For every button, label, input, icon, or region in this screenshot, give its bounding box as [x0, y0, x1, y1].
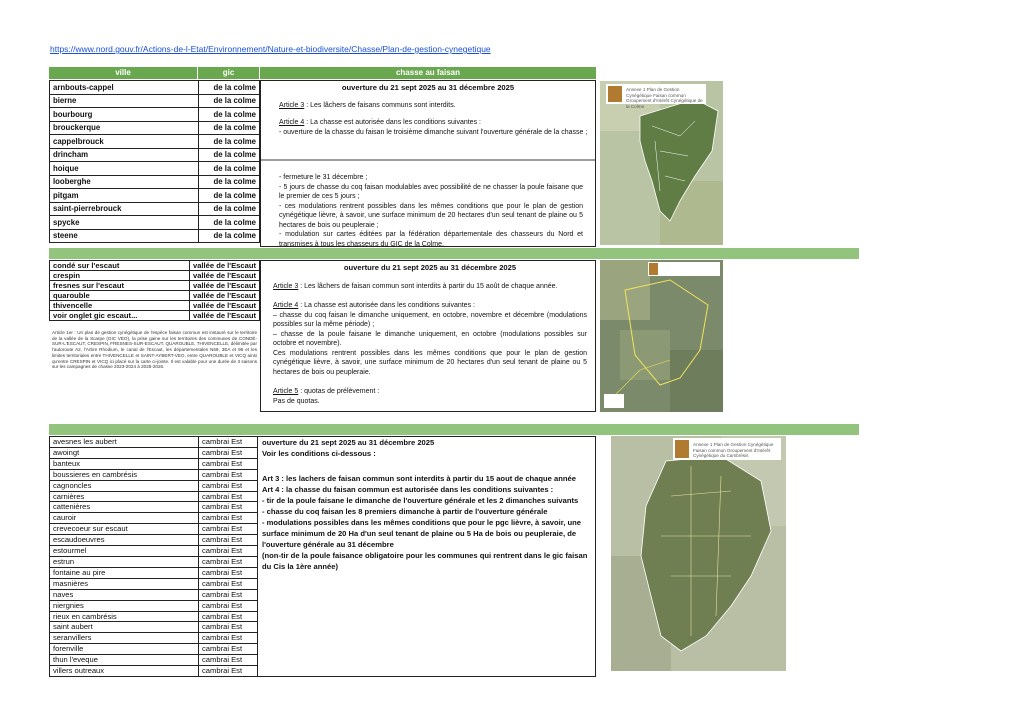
- table-row: [50, 611, 260, 622]
- table-row: [50, 644, 260, 655]
- escaut-condition-line: – chasse du coq faisan le dimanche uniquement, en octobre, novembre et décembre (modulations possibles sur la même période) ;: [273, 311, 587, 328]
- gic-cell: vallée de l'Escaut: [189, 271, 259, 281]
- gic-cell: de la colme: [199, 175, 260, 189]
- table-row: [50, 502, 260, 513]
- cambrai-condition-line: Art 4 : la chasse du faisan commun est autorisée dans les conditions suivantes :: [262, 485, 554, 494]
- table-row: [50, 458, 260, 469]
- cambrai-condition-line: - modulations possibles dans les mêmes conditions que pour le pgc lièvre, à savoir, une surface minimum de 20 Ha d'un seul tenant de plaine ou 5 Ha de bois ou peupleraie, de l'ouverture générale au 31 décembre: [262, 518, 582, 549]
- table-row: [50, 447, 260, 458]
- cambrai-condition-line: - tir de la poule faisane le dimanche de l'ouverture générale et les 2 dimanches suivants: [262, 496, 579, 505]
- ville-cell: estrun: [50, 556, 199, 567]
- ville-cell: crevecoeur sur escaut: [50, 524, 199, 535]
- ville-cell: bierne: [50, 94, 199, 108]
- escaut-art3-text: : Les lâchers de faisan commun sont interdits à partir du 15 août de chaque année.: [298, 282, 558, 290]
- table-row: [50, 480, 260, 491]
- header-gic: gic: [198, 67, 259, 79]
- gic-cell: cambrai Est: [199, 666, 260, 677]
- table-row: [50, 567, 260, 578]
- table-row: [50, 108, 260, 122]
- colme-map-caption: Annexe 1 Plan de Gestion Cynégétique Faisan commun Groupement d'Intérêt Cynégétique de la Colme: [626, 87, 703, 109]
- escaut-art3-label: Article 3: [273, 282, 299, 290]
- gic-cell: cambrai Est: [199, 502, 260, 513]
- gic-cell: cambrai Est: [199, 567, 260, 578]
- table-row: [50, 589, 260, 600]
- ville-cell: masnières: [50, 578, 199, 589]
- ville-cell: saint-pierrebrouck: [50, 202, 199, 216]
- table-row: [50, 271, 260, 281]
- separator-band-1: [49, 248, 859, 259]
- escaut-conditions-panel: [260, 260, 596, 412]
- gic-cell: cambrai Est: [199, 578, 260, 589]
- table-row: [50, 546, 260, 557]
- cambrai-condition-line: Art 3 : les lachers de faisan commun sont interdits à partir du 15 aout de chaque année: [262, 474, 576, 483]
- table-row: [50, 81, 260, 95]
- ville-cell: steene: [50, 229, 199, 243]
- gic-cell: vallée de l'Escaut: [189, 291, 259, 301]
- colme-condition-line: - fermeture le 31 décembre ;: [279, 174, 368, 181]
- escaut-art5-line: Pas de quotas.: [273, 397, 320, 405]
- gic-cell: de la colme: [199, 162, 260, 176]
- colme-conditions-panel: [260, 80, 596, 247]
- cambrai-map: [611, 436, 786, 671]
- ville-cell: banteux: [50, 458, 199, 469]
- gic-cell: de la colme: [199, 81, 260, 95]
- gic-cell: cambrai Est: [199, 589, 260, 600]
- gic-cell: de la colme: [199, 148, 260, 162]
- table-row: [50, 513, 260, 524]
- gic-cell: cambrai Est: [199, 469, 260, 480]
- cambrai-sub: Voir les conditions ci-dessous :: [262, 449, 376, 458]
- gic-cell: cambrai Est: [199, 622, 260, 633]
- gic-cell: cambrai Est: [199, 633, 260, 644]
- escaut-art4-label: Article 4: [273, 302, 299, 309]
- ville-cell: cauroir: [50, 513, 199, 524]
- source-link[interactable]: https://www.nord.gouv.fr/Actions-de-l-Etat/Environnement/Nature-et-biodiversite/Chasse/Plan-de-gestion-cynegetique: [50, 44, 491, 54]
- ville-cell: estourmel: [50, 546, 199, 557]
- table-row: [50, 175, 260, 189]
- ville-cell: avesnes les aubert: [50, 437, 199, 448]
- cambrai-conditions-panel: [257, 436, 596, 677]
- colme-art4-line: - ouverture de la chasse du faisan le troisième dimanche suivant l'ouverture générale de la chasse ;: [279, 128, 588, 136]
- gic-cell: vallée de l'Escaut: [189, 301, 259, 311]
- gic-cell: de la colme: [199, 229, 260, 243]
- gic-cell: de la colme: [199, 216, 260, 230]
- colme-map: [600, 81, 723, 245]
- separator-band-2: [49, 424, 859, 435]
- ville-cell: boussieres en cambrésis: [50, 469, 199, 480]
- table-row: [50, 600, 260, 611]
- table-row: [50, 524, 260, 535]
- ville-cell: condé sur l'escaut: [50, 261, 190, 271]
- gic-cell: vallée de l'Escaut: [189, 261, 259, 271]
- colme-condition-line: - 5 jours de chasse du coq faisan modulables avec possibilité de ne chasser la poule faisane que le premier de ces 5 jours ;: [279, 183, 583, 200]
- ville-cell: hoique: [50, 162, 199, 176]
- cambrai-table: [49, 436, 260, 677]
- ville-cell: rieux en cambrésis: [50, 611, 199, 622]
- ville-cell: escaudoeuvres: [50, 535, 199, 546]
- table-row: [50, 229, 260, 243]
- escaut-art5-text: : quotas de prélèvement :: [298, 388, 380, 395]
- table-row: [50, 556, 260, 567]
- cambrai-title: ouverture du 21 sept 2025 au 31 décembre 2025: [262, 438, 435, 447]
- gic-cell: de la colme: [199, 202, 260, 216]
- cambrai-map-image: [611, 436, 786, 671]
- ville-cell: looberghe: [50, 175, 199, 189]
- colme-art3-text: : Les lâchers de faisans communs sont interdits.: [304, 101, 456, 109]
- ville-cell: arnbouts-cappel: [50, 81, 199, 95]
- ville-cell: carnières: [50, 491, 199, 502]
- colme-art3-label: Article 3: [279, 101, 305, 109]
- table-row: [50, 633, 260, 644]
- cambrai-condition-line: (non-tir de la poule faisance obligatoire pour les communes qui rentrent dans le gic faisan du Cis la 1ère année): [262, 551, 588, 571]
- gic-cell: de la colme: [199, 189, 260, 203]
- ville-cell: seranvillers: [50, 633, 199, 644]
- table-row: [50, 622, 260, 633]
- ville-cell: quarouble: [50, 291, 190, 301]
- colme-title: ouverture du 21 sept 2025 au 31 décembre 2025: [341, 83, 515, 92]
- ville-cell: awoingt: [50, 447, 199, 458]
- table-row: [50, 469, 260, 480]
- colme-lower-conditions: [267, 173, 589, 249]
- escaut-map: [600, 260, 723, 412]
- escaut-art4-text: : La chasse est autorisée dans les conditions suivantes :: [298, 302, 475, 309]
- escaut-art5-label: Article 5: [273, 388, 299, 395]
- ville-cell: fresnes sur l'escaut: [50, 281, 190, 291]
- gic-cell: cambrai Est: [199, 524, 260, 535]
- table-row: [50, 135, 260, 149]
- table-row: [50, 291, 260, 301]
- table-row: [50, 311, 260, 321]
- gic-cell: cambrai Est: [199, 546, 260, 557]
- escaut-condition-line: Ces modulations rentrent possibles dans les mêmes conditions que pour le plan de gestion cynégétique lièvre, à savoir, une surface minimum de 20 hectares d'un seul tenant de plaine ou 5 hectares de bois ou peupleraie.: [273, 349, 587, 376]
- table-row: [50, 578, 260, 589]
- ville-cell: spycke: [50, 216, 199, 230]
- table-row: [50, 261, 260, 271]
- ville-cell: cattenières: [50, 502, 199, 513]
- gic-cell: cambrai Est: [199, 480, 260, 491]
- colme-table: [49, 80, 260, 243]
- gic-cell: de la colme: [199, 94, 260, 108]
- table-row: [50, 189, 260, 203]
- escaut-table: [49, 260, 260, 321]
- colme-art4-label: Article 4: [279, 119, 305, 126]
- header-ville: ville: [49, 67, 197, 79]
- ville-cell: cagnoncles: [50, 480, 199, 491]
- table-row: [50, 666, 260, 677]
- cambrai-map-caption: Annexe 1 Plan de Gestion Cynégétique Faisan commun Groupement d'Intérêt Cynégétique du Cambrésis: [693, 442, 774, 459]
- escaut-art4-lines: [273, 311, 587, 378]
- ville-cell: thivencelle: [50, 301, 190, 311]
- gic-cell: cambrai Est: [199, 491, 260, 502]
- ville-cell: villers outreaux: [50, 666, 199, 677]
- table-row: [50, 301, 260, 311]
- colme-condition-line: - ces modulations rentrent possibles dans les mêmes conditions que pour le plan de gestion cynégétique lièvre, à savoir, une surface minimum de 20 hectares d'un seul tenant de plaine ou 5 hectares de bois ou peupleraie ;: [279, 202, 583, 229]
- table-row: [50, 216, 260, 230]
- ville-cell: thun l'eveque: [50, 655, 199, 666]
- gic-cell: cambrai Est: [199, 556, 260, 567]
- colme-condition-line: - modulation sur cartes éditées par la fédération départementale des chasseurs du Nord et transmises à tous les chasseurs du GIC de la Colme.: [279, 231, 583, 248]
- cambrai-condition-line: - chasse du coq faisan les 8 premiers dimanche à partir de l'ouverture générale: [262, 507, 548, 516]
- ville-cell: drincham: [50, 148, 199, 162]
- table-row: [50, 94, 260, 108]
- escaut-condition-line: – chasse de la poule faisane le dimanche uniquement, en octobre (modulations possibles sur octobre et novembre).: [273, 330, 587, 347]
- table-row: [50, 202, 260, 216]
- table-row: [50, 491, 260, 502]
- ville-cell: cappelbrouck: [50, 135, 199, 149]
- escaut-note: Article 1er : Un plan de gestion cynégétique de l'espèce faisan commun est instauré sur le territoire de la vallée de la Scarpe (GIC VEO), la prise gaine sur les territoires des communes de CONDÉ-SUR-L'ESCAUT, CRESPIN, FRESNES-SUR-ESCAUT, QUAROUBLE, THIVENCELLE, délimitée par l'autoroute A2, l'Arbre Rhodium, le canal de l'Escaut, les départementales N69, 3EA et 98 et les limites territoriales entre THIVENCELLE et SAINT-AYBERT-VEO, entre QUAROUBLE et VICQ ainsi qu'entre CRESPIN et VICQ ici placé sur la carte ci-jointe. Il est valable pour une durée de 3 saisons sur les campagnes de chasse 2023-2024 à 2025-2026.: [52, 330, 258, 370]
- table-row: [50, 437, 260, 448]
- ville-cell: saint aubert: [50, 622, 199, 633]
- gic-cell: cambrai Est: [199, 458, 260, 469]
- gic-cell: cambrai Est: [199, 611, 260, 622]
- gic-cell: cambrai Est: [199, 644, 260, 655]
- table-row: [50, 121, 260, 135]
- gic-cell: cambrai Est: [199, 535, 260, 546]
- ville-cell: brouckerque: [50, 121, 199, 135]
- gic-cell: cambrai Est: [199, 447, 260, 458]
- ville-cell: voir onglet gic escaut...: [50, 311, 190, 321]
- gic-cell: vallée de l'Escaut: [189, 311, 259, 321]
- ville-cell: pitgam: [50, 189, 199, 203]
- table-row: [50, 655, 260, 666]
- table-row: [50, 148, 260, 162]
- table-row: [50, 535, 260, 546]
- gic-cell: de la colme: [199, 108, 260, 122]
- escaut-title: ouverture du 21 sept 2025 au 31 décembre 2025: [343, 263, 517, 272]
- header-chasse: chasse au faisan: [260, 67, 596, 79]
- gic-cell: cambrai Est: [199, 437, 260, 448]
- gic-cell: cambrai Est: [199, 513, 260, 524]
- ville-cell: naves: [50, 589, 199, 600]
- colme-art4-text: : La chasse est autorisée dans les conditions suivantes :: [304, 119, 481, 126]
- table-row: [50, 281, 260, 291]
- ville-cell: fontaine au pire: [50, 567, 199, 578]
- ville-cell: crespin: [50, 271, 190, 281]
- gic-cell: de la colme: [199, 135, 260, 149]
- gic-cell: cambrai Est: [199, 655, 260, 666]
- gic-cell: cambrai Est: [199, 600, 260, 611]
- gic-cell: de la colme: [199, 121, 260, 135]
- escaut-map-image: [600, 260, 723, 412]
- ville-cell: forenville: [50, 644, 199, 655]
- ville-cell: bourbourg: [50, 108, 199, 122]
- gic-cell: vallée de l'Escaut: [189, 281, 259, 291]
- ville-cell: niergnies: [50, 600, 199, 611]
- table-row: [50, 162, 260, 176]
- cambrai-conditions: [262, 473, 591, 572]
